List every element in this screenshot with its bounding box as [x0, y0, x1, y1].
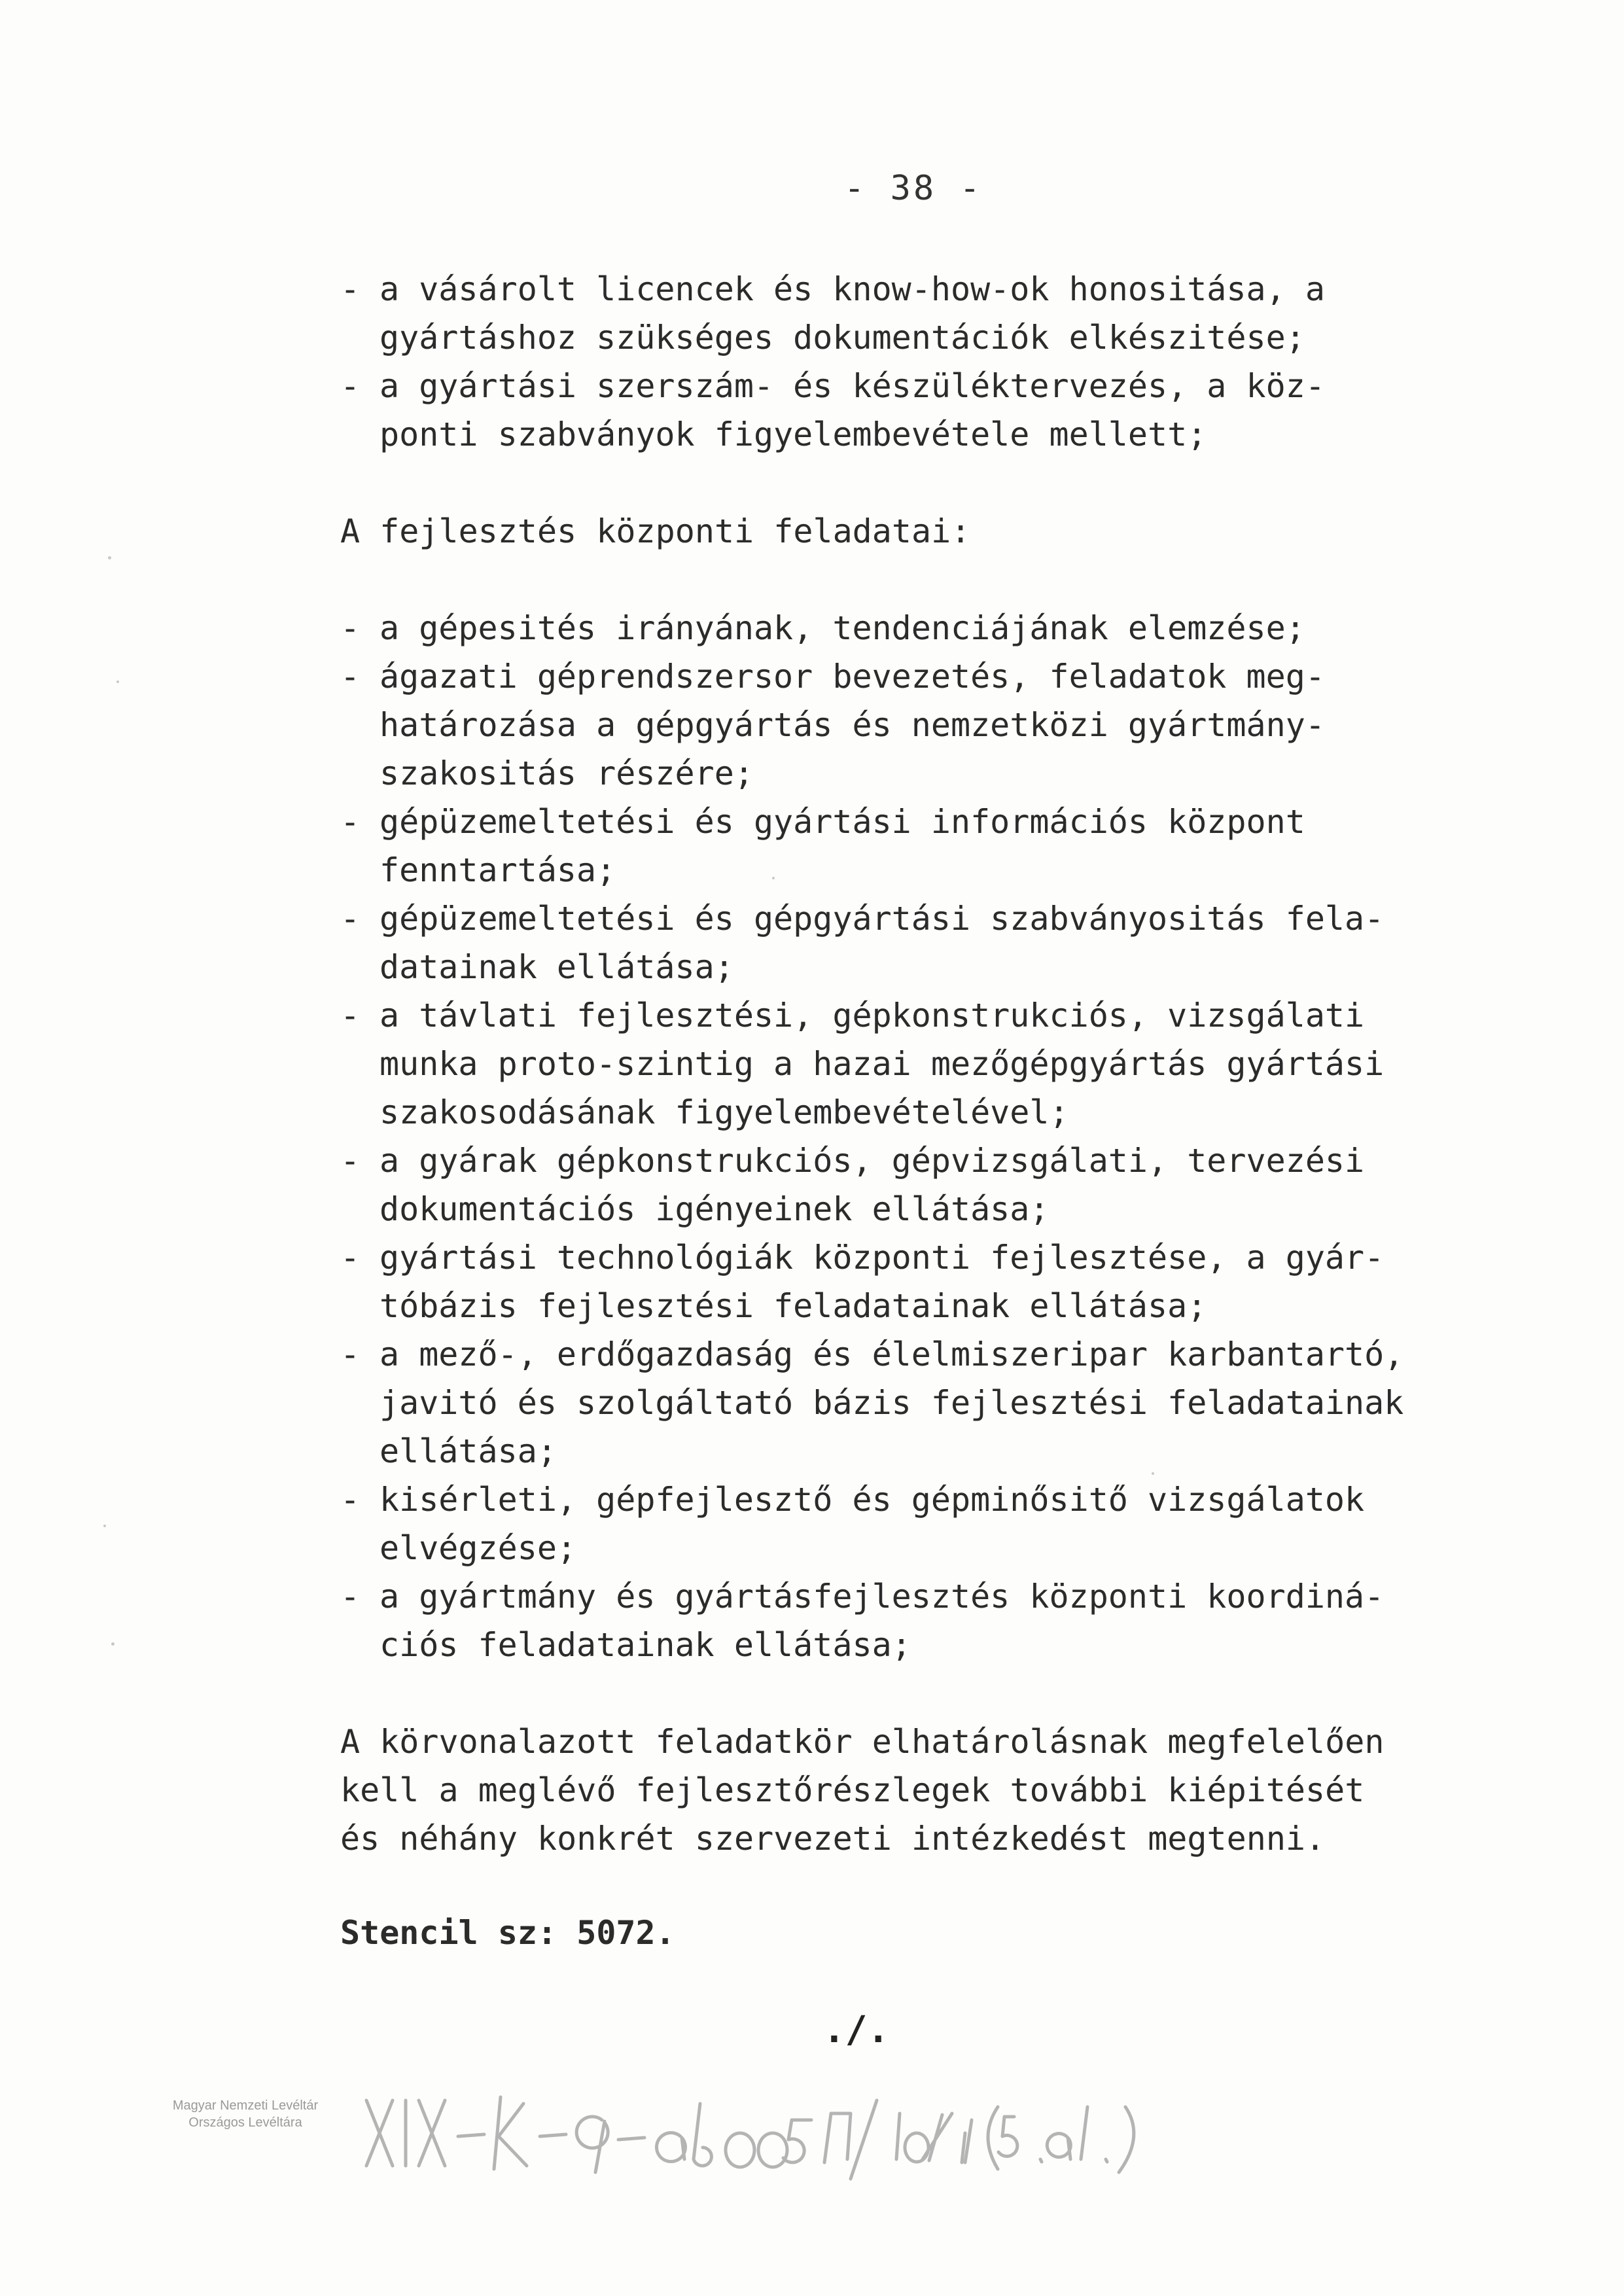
- list-item-line: gépüzemeltetési és gyártási információs központ: [380, 803, 1305, 841]
- list-item-line: a gyártmány és gyártásfejlesztés központi koordiná-: [380, 1578, 1385, 1616]
- list-item-line: datainak ellátása;: [380, 948, 734, 986]
- list-item-line: a mező-, erdőgazdaság és élelmiszeripar karbantartó,: [380, 1335, 1404, 1373]
- archive-reference-handwriting: [353, 2074, 1387, 2185]
- list-item: [340, 1330, 1466, 1475]
- list-item-line: kisérleti, gépfejlesztő és gépminősitő vizsgálatok: [380, 1481, 1365, 1519]
- list-item-line: határozása a gépgyártás és nemzetközi gyártmány-: [380, 706, 1325, 744]
- list-item-line: a gépesités irányának, tendenciájának elemzése;: [380, 609, 1305, 647]
- paper-speck: [1152, 1472, 1154, 1475]
- paper-speck: [116, 680, 119, 683]
- task-list: [340, 604, 1466, 1669]
- archive-stamp: [134, 2097, 357, 2131]
- list-item-line: szakositás részére;: [380, 754, 754, 792]
- list-item-line: ágazati géprendszersor bevezetés, feladatok meg-: [380, 658, 1325, 696]
- end-mark: ./.: [823, 2009, 890, 2051]
- list-item: [340, 991, 1466, 1137]
- intro-list: [340, 265, 1466, 459]
- list-item: [340, 265, 1466, 362]
- page-number: - 38 -: [844, 169, 983, 208]
- paragraph-line: kell a meglévő fejlesztőrészlegek további kiépitését: [340, 1771, 1365, 1809]
- list-item: [340, 362, 1466, 459]
- closing-paragraph: [340, 1718, 1466, 1863]
- bullet-dash: -: [340, 658, 361, 696]
- paper-speck: [772, 877, 775, 879]
- list-item-line: fenntartása;: [380, 851, 616, 889]
- list-item-line: munka proto-szintig a hazai mezőgépgyártás gyártási: [380, 1045, 1385, 1083]
- list-item: [340, 1233, 1466, 1330]
- list-item-line: tóbázis fejlesztési feladatainak ellátása;: [380, 1287, 1207, 1325]
- list-item-line: dokumentációs igényeinek ellátása;: [380, 1190, 1050, 1228]
- bullet-dash: -: [340, 900, 361, 938]
- archive-stamp-line: Országos Levéltára: [188, 2115, 302, 2130]
- list-item: [340, 798, 1466, 894]
- list-item: [340, 1137, 1466, 1233]
- paper-speck: [103, 1525, 106, 1527]
- stencil-number: Stencil sz: 5072.: [340, 1914, 675, 1952]
- list-item-line: javitó és szolgáltató bázis fejlesztési feladatainak: [380, 1384, 1404, 1422]
- document-body: [340, 265, 1466, 1957]
- bullet-dash: -: [340, 997, 361, 1034]
- list-item-line: elvégzése;: [380, 1529, 577, 1567]
- paragraph-line: és néhány konkrét szervezeti intézkedést megtenni.: [340, 1820, 1326, 1858]
- list-item-line: gépüzemeltetési és gépgyártási szabványositás fela-: [380, 900, 1385, 938]
- list-item: [340, 1572, 1466, 1669]
- section-heading: A fejlesztés központi feladatai:: [340, 512, 971, 550]
- list-item-line: gyártási technológiák központi fejlesztése, a gyár-: [380, 1239, 1385, 1277]
- archive-stamp-line: Magyar Nemzeti Levéltár: [172, 2098, 319, 2113]
- list-item-line: a vásárolt licencek és know-how-ok honositása, a: [380, 270, 1325, 308]
- bullet-dash: -: [340, 1142, 361, 1180]
- bullet-dash: -: [340, 1481, 361, 1519]
- list-item: [340, 652, 1466, 798]
- list-item-line: ellátása;: [380, 1432, 557, 1470]
- list-item-line: a gyártási szerszám- és készüléktervezés, a köz-: [380, 367, 1325, 405]
- list-item-line: ciós feladatainak ellátása;: [380, 1626, 911, 1664]
- list-item-line: gyártáshoz szükséges dokumentációk elkészitése;: [380, 319, 1305, 357]
- bullet-dash: -: [340, 1578, 361, 1616]
- list-item-line: a távlati fejlesztési, gépkonstrukciós, vizsgálati: [380, 997, 1365, 1034]
- bullet-dash: -: [340, 1239, 361, 1277]
- bullet-dash: -: [340, 609, 361, 647]
- list-item: [340, 1475, 1466, 1572]
- list-item-line: a gyárak gépkonstrukciós, gépvizsgálati, tervezési: [380, 1142, 1365, 1180]
- bullet-dash: -: [340, 803, 361, 841]
- list-item-line: ponti szabványok figyelembevétele mellett;: [380, 415, 1207, 453]
- bullet-dash: -: [340, 270, 361, 308]
- list-item: [340, 604, 1466, 652]
- paper-speck: [108, 556, 111, 559]
- paper-speck: [111, 1642, 115, 1646]
- bullet-dash: -: [340, 1335, 361, 1373]
- list-item-line: szakosodásának figyelembevételével;: [380, 1093, 1069, 1131]
- bullet-dash: -: [340, 367, 361, 405]
- list-item: [340, 894, 1466, 991]
- paragraph-line: A körvonalazott feladatkör elhatárolásnak megfelelően: [340, 1723, 1385, 1761]
